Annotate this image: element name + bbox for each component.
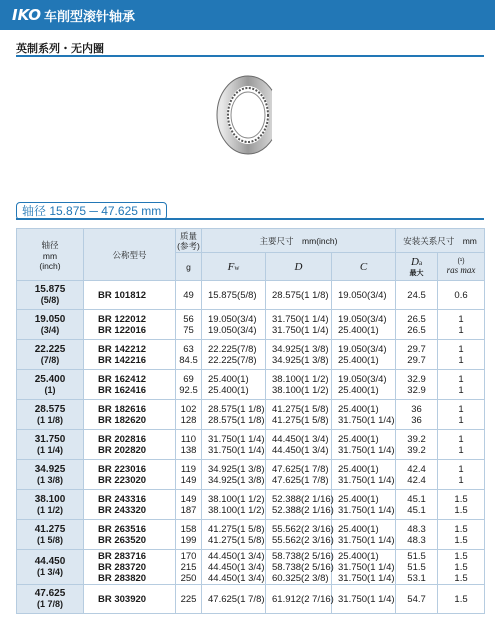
da-value: 42.4 [407,463,426,475]
da-cell [396,340,438,370]
designation-value: BR 223020 [98,474,147,486]
mass-cell [176,340,202,370]
designation-value: BR 283720 [98,561,147,573]
shaft-inch: (1 1/4) [36,444,63,455]
da-cell [396,550,438,585]
ras-cell [438,550,485,585]
shaft-diameter-cell [17,340,84,370]
fw-cell [202,550,266,585]
header-main-dimensions: 主要尺寸 mm(inch) [202,229,396,253]
mass-value: 69 [183,373,194,385]
shaft-diameter-cell [17,585,84,614]
designation-value: BR 243316 [98,493,147,505]
mass-value: 110 [180,433,197,445]
shaft-diameter-cell [17,430,84,460]
fw-value: 38.100(1 1/2) [208,493,265,505]
fw-cell [202,310,266,340]
outer-diameter-cell [266,400,332,430]
da-value: 26.5 [407,324,426,336]
ras-cell [438,400,485,430]
outer-diameter-value: 55.562(2 3/16) [272,534,334,546]
shaft-diameter-cell [17,281,84,310]
table-row [17,585,485,614]
fw-value: 31.750(1 1/4) [208,433,265,445]
fw-value: 44.450(1 3/4) [208,572,265,584]
da-value: 32.9 [407,384,426,396]
outer-diameter-value: 31.750(1 1/4) [272,313,329,325]
fw-cell [202,430,266,460]
mass-value: 92.5 [179,384,198,396]
header-da: Da 最大 [396,253,438,281]
table-row [17,430,485,460]
shaft-diameter-cell [17,310,84,340]
ras-value: 1 [458,433,464,445]
da-cell [396,520,438,550]
da-value: 29.7 [407,354,426,366]
width-value: 31.750(1 1/4) [338,474,395,486]
fw-cell [202,370,266,400]
shaft-mm: 38.100 [34,493,66,505]
outer-diameter-value: 61.912(2 7/16) [272,593,334,605]
width-cell [332,430,396,460]
mass-value: 128 [180,414,197,426]
ras-value: 1 [458,343,464,355]
width-cell [332,550,396,585]
outer-diameter-value: 60.325(2 3/8) [272,572,329,584]
header-fw: Fw [202,253,266,281]
width-value: 31.750(1 1/4) [338,534,395,546]
mass-value: 49 [183,289,194,301]
mass-cell [176,490,202,520]
width-value: 25.400(1) [338,433,379,445]
mass-value: 149 [180,474,197,486]
fw-value: 41.275(1 5/8) [208,534,265,546]
fw-value: 28.575(1 1/8) [208,403,265,415]
outer-diameter-value: 41.275(1 5/8) [272,403,329,415]
mass-value: 84.5 [179,354,198,366]
da-value: 39.2 [407,444,426,456]
ras-value: 0.6 [454,289,468,301]
shaft-mm: 25.400 [34,373,66,385]
da-cell [396,310,438,340]
da-value: 36 [411,403,422,415]
table-row [17,400,485,430]
mass-cell [176,370,202,400]
ras-value: 1.5 [454,523,468,535]
shaft-diameter-cell [17,550,84,585]
shaft-inch: (7/8) [40,354,60,365]
table-row [17,490,485,520]
ras-value: 1.5 [454,534,468,546]
da-cell [396,490,438,520]
width-value: 19.050(3/4) [338,373,387,385]
designation-value: BR 122016 [98,324,147,336]
da-value: 32.9 [407,373,426,385]
fw-value: 25.400(1) [208,384,249,396]
header-shaft: 轴径 mm (inch) [17,229,84,281]
header-mass: 质量 (参考) [177,230,200,251]
fw-cell [202,400,266,430]
mass-value: 170 [180,550,197,562]
fw-value: 31.750(1 1/4) [208,444,265,456]
outer-diameter-cell [266,430,332,460]
ras-value: 1.5 [454,493,468,505]
ras-value: 1.5 [454,561,468,573]
outer-diameter-value: 41.275(1 5/8) [272,414,329,426]
shaft-diameter-cell [17,520,84,550]
designation-cell [84,310,176,340]
fw-value: 47.625(1 7/8) [208,593,265,605]
table-row [17,310,485,340]
designation-cell [84,460,176,490]
fw-value: 34.925(1 3/8) [208,463,265,475]
ras-value: 1 [458,414,464,426]
fw-value: 22.225(7/8) [208,343,257,355]
ras-value: 1 [458,463,464,475]
ras-cell [438,370,485,400]
da-value: 45.1 [407,493,426,505]
da-value: 29.7 [407,343,426,355]
ras-value: 1.5 [454,550,468,562]
outer-diameter-value: 44.450(1 3/4) [272,444,329,456]
outer-diameter-value: 52.388(2 1/16) [272,504,334,516]
designation-cell [84,281,176,310]
fw-value: 44.450(1 3/4) [208,561,265,573]
table-row [17,340,485,370]
mass-value: 102 [180,403,197,415]
fw-value: 19.050(3/4) [208,313,257,325]
table-row [17,370,485,400]
mass-value: 56 [183,313,194,325]
fw-cell [202,460,266,490]
outer-diameter-value: 28.575(1 1/8) [272,289,329,301]
outer-diameter-value: 58.738(2 5/16) [272,561,334,573]
mass-value: 63 [183,343,194,355]
mass-cell [176,550,202,585]
shaft-diameter-cell [17,490,84,520]
width-cell [332,490,396,520]
width-value: 25.400(1) [338,550,379,562]
shaft-mm: 22.225 [34,343,66,355]
designation-value: BR 303920 [98,593,147,605]
mass-cell [176,281,202,310]
fw-value: 44.450(1 3/4) [208,550,265,562]
range-rule [16,218,484,220]
fw-cell [202,281,266,310]
shaft-diameter-cell [17,400,84,430]
ras-value: 1 [458,324,464,336]
fw-value: 19.050(3/4) [208,324,257,336]
mass-cell [176,520,202,550]
outer-diameter-cell [266,490,332,520]
shaft-diameter-cell [17,460,84,490]
outer-diameter-cell [266,460,332,490]
da-cell [396,370,438,400]
da-cell [396,585,438,614]
shaft-mm: 47.625 [34,588,66,599]
width-value: 31.750(1 1/4) [338,414,395,426]
width-cell [332,340,396,370]
designation-cell [84,520,176,550]
outer-diameter-cell [266,520,332,550]
fw-value: 38.100(1 1/2) [208,504,265,516]
ras-cell [438,460,485,490]
ras-value: 1 [458,444,464,456]
header-designation: 公称型号 [84,229,176,281]
bearing-illustration [208,70,288,160]
mass-value: 149 [180,493,197,505]
fw-cell [202,585,266,614]
shaft-inch: (1) [44,384,56,395]
table-row [17,550,485,585]
outer-diameter-cell [266,340,332,370]
ras-cell [438,310,485,340]
shaft-inch: (1 1/2) [36,504,63,515]
ras-value: 1.5 [454,593,468,605]
top-banner [0,0,495,30]
shaft-diameter-cell [17,370,84,400]
width-value: 31.750(1 1/4) [338,572,395,584]
header-mass-unit: g [176,253,202,281]
mass-value: 158 [180,523,197,535]
da-value: 48.3 [407,523,426,535]
designation-value: BR 223016 [98,463,147,475]
ras-cell [438,585,485,614]
designation-cell [84,340,176,370]
mass-cell [176,400,202,430]
shaft-inch: (1 3/4) [36,567,63,577]
width-value: 25.400(1) [338,463,379,475]
page-title: 车削型滚针轴承 [44,8,136,24]
series-subtitle: 英制系列・无内圈 [16,43,104,55]
designation-value: BR 182616 [98,403,147,415]
fw-value: 41.275(1 5/8) [208,523,265,535]
mass-value: 138 [180,444,197,456]
designation-value: BR 243320 [98,504,147,516]
width-value: 19.050(3/4) [338,289,387,301]
width-cell [332,400,396,430]
ras-value: 1 [458,354,464,366]
mass-cell [176,430,202,460]
outer-diameter-value: 38.100(1 1/2) [272,384,329,396]
designation-cell [84,430,176,460]
da-value: 48.3 [407,534,426,546]
designation-cell [84,550,176,585]
shaft-inch: (1 1/8) [36,414,63,425]
ras-value: 1.5 [454,572,468,584]
outer-diameter-value: 58.738(2 5/16) [272,550,334,562]
outer-diameter-cell [266,370,332,400]
outer-diameter-value: 34.925(1 3/8) [272,343,329,355]
table-row [17,281,485,310]
header-d: D [266,253,332,281]
outer-diameter-value: 52.388(2 1/16) [272,493,334,505]
mass-cell [176,460,202,490]
shaft-mm: 31.750 [34,433,66,445]
shaft-inch: (1 5/8) [36,534,63,545]
da-value: 26.5 [407,313,426,325]
ras-value: 1 [458,403,464,415]
ras-cell [438,281,485,310]
fw-value: 15.875(5/8) [208,289,257,301]
designation-value: BR 202816 [98,433,147,445]
mass-value: 250 [180,572,197,584]
shaft-mm: 19.050 [34,313,66,325]
width-cell [332,281,396,310]
shaft-mm: 34.925 [34,463,66,475]
mass-value: 215 [180,561,197,573]
designation-value: BR 283820 [98,572,147,584]
fw-cell [202,340,266,370]
mass-value: 225 [180,593,197,605]
da-value: 51.5 [407,561,426,573]
outer-diameter-cell [266,281,332,310]
mass-value: 119 [180,463,197,475]
bearing-spec-table [16,228,485,614]
designation-value: BR 182620 [98,414,147,426]
designation-value: BR 263516 [98,523,147,535]
ras-cell [438,340,485,370]
mass-value: 199 [180,534,197,546]
da-value: 24.5 [407,289,426,301]
designation-cell [84,400,176,430]
fw-value: 28.575(1 1/8) [208,414,265,426]
fw-cell [202,520,266,550]
width-cell [332,370,396,400]
width-value: 31.750(1 1/4) [338,593,395,605]
designation-value: BR 142216 [98,354,147,366]
designation-value: BR 162412 [98,373,147,385]
da-cell [396,430,438,460]
mass-value: 187 [180,504,197,516]
shaft-range-label: 轴径 15.875 ─ 47.625 mm [16,202,167,220]
outer-diameter-cell [266,310,332,340]
header-ras: (¹) ras max [438,253,485,281]
width-value: 25.400(1) [338,403,379,415]
shaft-mm: 41.275 [34,523,66,535]
width-cell [332,310,396,340]
da-value: 39.2 [407,433,426,445]
da-cell [396,460,438,490]
fw-value: 34.925(1 3/8) [208,474,265,486]
designation-value: BR 263520 [98,534,147,546]
width-value: 31.750(1 1/4) [338,504,395,516]
outer-diameter-value: 47.625(1 7/8) [272,474,329,486]
width-value: 25.400(1) [338,324,379,336]
outer-diameter-value: 44.450(1 3/4) [272,433,329,445]
outer-diameter-value: 47.625(1 7/8) [272,463,329,475]
header-c: C [332,253,396,281]
shaft-mm: 15.875 [34,284,66,295]
width-value: 31.750(1 1/4) [338,561,395,573]
shaft-inch: (1 7/8) [36,599,63,609]
ras-value: 1 [458,384,464,396]
designation-value: BR 162416 [98,384,147,396]
da-cell [396,281,438,310]
mass-cell [176,585,202,614]
fw-value: 25.400(1) [208,373,249,385]
designation-value: BR 101812 [98,289,147,301]
da-value: 53.1 [407,572,426,584]
width-value: 25.400(1) [338,384,379,396]
designation-cell [84,585,176,614]
table-row [17,460,485,490]
da-value: 45.1 [407,504,426,516]
outer-diameter-value: 55.562(2 3/16) [272,523,334,535]
width-value: 19.050(3/4) [338,343,387,355]
ras-cell [438,430,485,460]
ras-cell [438,490,485,520]
designation-cell [84,490,176,520]
designation-value: BR 202820 [98,444,147,456]
shaft-mm: 44.450 [34,556,66,567]
mass-cell [176,310,202,340]
ras-value: 1 [458,313,464,325]
mass-value: 75 [183,324,194,336]
ras-value: 1 [458,474,464,486]
designation-value: BR 283716 [98,550,147,562]
outer-diameter-value: 38.100(1 1/2) [272,373,329,385]
width-cell [332,520,396,550]
da-value: 42.4 [407,474,426,486]
ras-value: 1.5 [454,504,468,516]
designation-cell [84,370,176,400]
outer-diameter-cell [266,585,332,614]
table-row [17,520,485,550]
designation-value: BR 122012 [98,313,147,325]
ras-value: 1 [458,373,464,385]
da-cell [396,400,438,430]
width-value: 19.050(3/4) [338,313,387,325]
header-mounting-dimensions: 安装关系尺寸 mm [396,229,485,253]
da-value: 36 [411,414,422,426]
shaft-inch: (5/8) [40,295,60,305]
width-cell [332,460,396,490]
brand-logo: IKO [12,6,41,24]
width-value: 25.400(1) [338,523,379,535]
shaft-inch: (1 3/8) [36,474,63,485]
width-value: 31.750(1 1/4) [338,444,395,456]
ras-cell [438,520,485,550]
outer-diameter-value: 31.750(1 1/4) [272,324,329,336]
outer-diameter-cell [266,550,332,585]
subtitle-rule [16,55,484,57]
da-value: 51.5 [407,550,426,562]
designation-value: BR 142212 [98,343,147,355]
fw-value: 22.225(7/8) [208,354,257,366]
width-value: 25.400(1) [338,354,379,366]
shaft-inch: (3/4) [40,324,60,335]
shaft-mm: 28.575 [34,403,66,415]
da-value: 54.7 [407,593,426,605]
width-value: 25.400(1) [338,493,379,505]
width-cell [332,585,396,614]
outer-diameter-value: 34.925(1 3/8) [272,354,329,366]
fw-cell [202,490,266,520]
